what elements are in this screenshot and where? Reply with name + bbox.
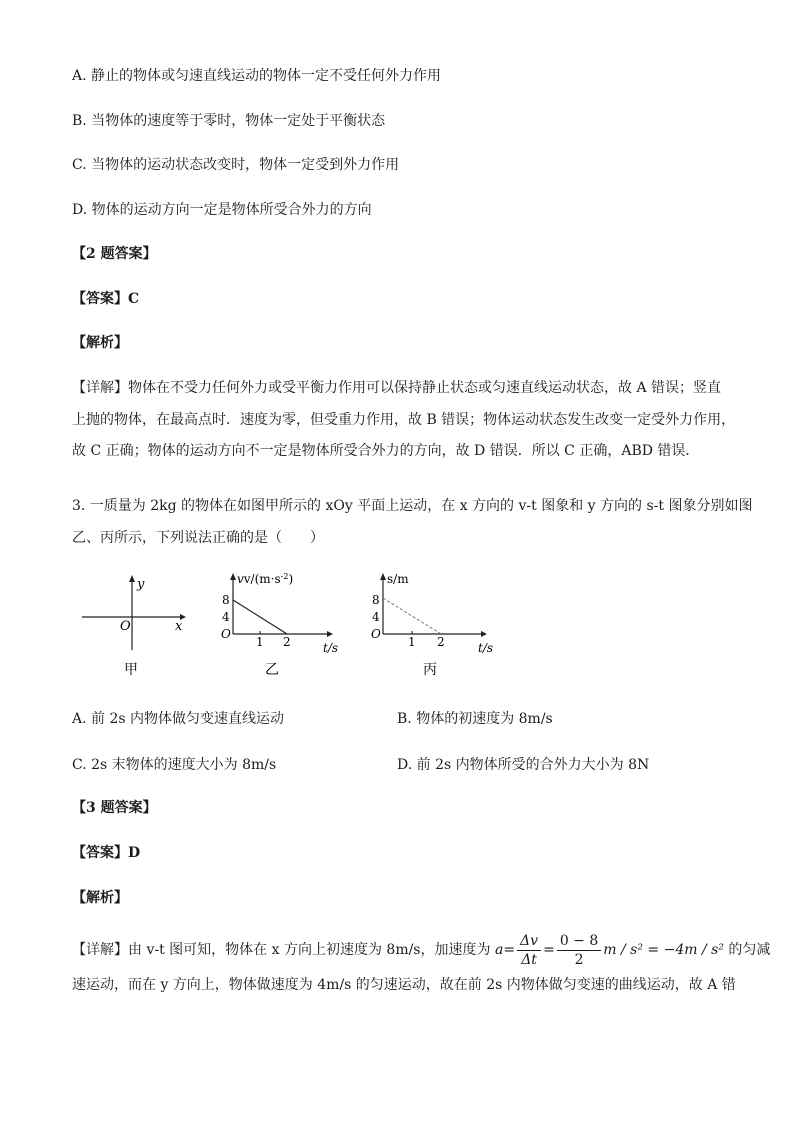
figure-bing	[365, 570, 495, 680]
q2-option-b: B. 当物体的速度等于零时，物体一定处于平衡状态	[72, 113, 386, 129]
figure-jia	[80, 570, 200, 680]
bing-x-arrow	[481, 631, 487, 637]
yi-y-arrow	[230, 573, 236, 580]
bing-origin: O	[371, 627, 381, 641]
q3-analysis: 【解析】	[72, 890, 128, 906]
yi-data-line	[233, 600, 287, 634]
q3-detail-post: 的匀减	[728, 942, 771, 958]
q3-option-c: C. 2s 末物体的速度大小为 8m/s	[72, 757, 277, 773]
bing-caption: 丙	[423, 662, 437, 678]
formula-tail: m / s² = −4m / s²	[603, 942, 724, 958]
formula-frac-values: $\frac{0 - 8}{2}$	[557, 932, 601, 969]
q3-stem-line-2: 乙、丙所示，下列说法正确的是（ ）	[72, 530, 324, 546]
jia-y-arrow	[129, 575, 135, 582]
yi-x-label: t/s	[323, 641, 339, 655]
formula-equals: =	[503, 942, 516, 958]
q2-header: 【2 题答案】	[72, 246, 157, 262]
yi-x-tick-2: 2	[283, 635, 291, 649]
q2-analysis: 【解析】	[72, 335, 128, 351]
bing-y-tick-4: 4	[372, 610, 380, 624]
q2-option-a: A. 静止的物体或匀速直线运动的物体一定不受任何外力作用	[72, 68, 442, 84]
bing-y-tick-8: 8	[372, 593, 380, 607]
q2-detail-line-1: 【详解】物体在不受力任何外力或受平衡力作用可以保持静止状态或匀速直线运动状态，故 A 错误；竖直	[72, 380, 722, 396]
formula-frac-delta: $\frac{\Delta v}{\Delta t}$	[517, 932, 541, 969]
bing-data-line	[383, 598, 441, 634]
formula-a: a	[494, 942, 504, 958]
bing-x-tick-2: 2	[437, 635, 445, 649]
q3-header: 【3 题答案】	[72, 800, 157, 816]
q2-option-d: D. 物体的运动方向一定是物体所受合外力的方向	[72, 202, 372, 218]
bing-y-label: s/m	[387, 572, 409, 586]
yi-origin: O	[221, 627, 231, 641]
jia-origin: O	[120, 619, 131, 634]
q2-detail-line-2: 上抛的物体，在最高点时．速度为零，但受重力作用，故 B 错误；物体运动状态发生改变一定受外力作用，	[72, 412, 736, 428]
q3-detail-line-1	[72, 930, 770, 970]
yi-x-arrow	[327, 631, 333, 637]
yi-y-label: $vv/(m\cdot s^{-2})$	[237, 572, 294, 586]
bing-x-label: t/s	[478, 641, 494, 655]
yi-y-tick-4: 4	[222, 610, 230, 624]
q3-option-a: A. 前 2s 内物体做匀变速直线运动	[72, 711, 285, 727]
bing-y-arrow	[380, 573, 386, 580]
yi-y-tick-8: 8	[222, 593, 230, 607]
yi-caption: 乙	[265, 662, 279, 678]
q3-option-d: D. 前 2s 内物体所受的合外力大小为 8N	[397, 757, 650, 773]
q2-answer: 【答案】C	[72, 291, 140, 307]
jia-caption: 甲	[124, 662, 138, 678]
figure-yi	[215, 570, 345, 680]
yi-x-tick-1: 1	[256, 635, 264, 649]
q3-answer: 【答案】D	[72, 845, 141, 861]
q2-detail-line-3: 故 C 正确；物体的运动方向不一定是物体所受合外力的方向，故 D 错误．所以 C 正确，ABD 错误．	[72, 443, 700, 459]
q3-detail-line-2: 速运动，而在 y 方向上，物体做速度为 4m/s 的匀速运动，故在前 2s 内物体做匀变速的曲线运动，故 A 错	[72, 977, 736, 993]
jia-y-label: y	[137, 577, 145, 592]
jia-x-label: x	[175, 619, 183, 634]
q2-option-c: C. 当物体的运动状态改变时，物体一定受到外力作用	[72, 157, 400, 173]
q3-stem-line-1: 3. 一质量为 2kg 的物体在如图甲所示的 xOy 平面上运动，在 x 方向的 v-t 图象和 y 方向的 s-t 图象分别如图	[72, 498, 753, 514]
q3-option-b: B. 物体的初速度为 8m/s	[397, 711, 553, 727]
formula-acceleration: a= $\frac{\Delta v}{\Delta t}$ = $\frac{0 - 8}{2}$ m / s² = −4m / s²	[494, 932, 724, 968]
bing-x-tick-1: 1	[408, 635, 416, 649]
q3-detail-pre: 【详解】由 v-t 图可知，物体在 x 方向上初速度为 8m/s，加速度为	[72, 942, 491, 958]
